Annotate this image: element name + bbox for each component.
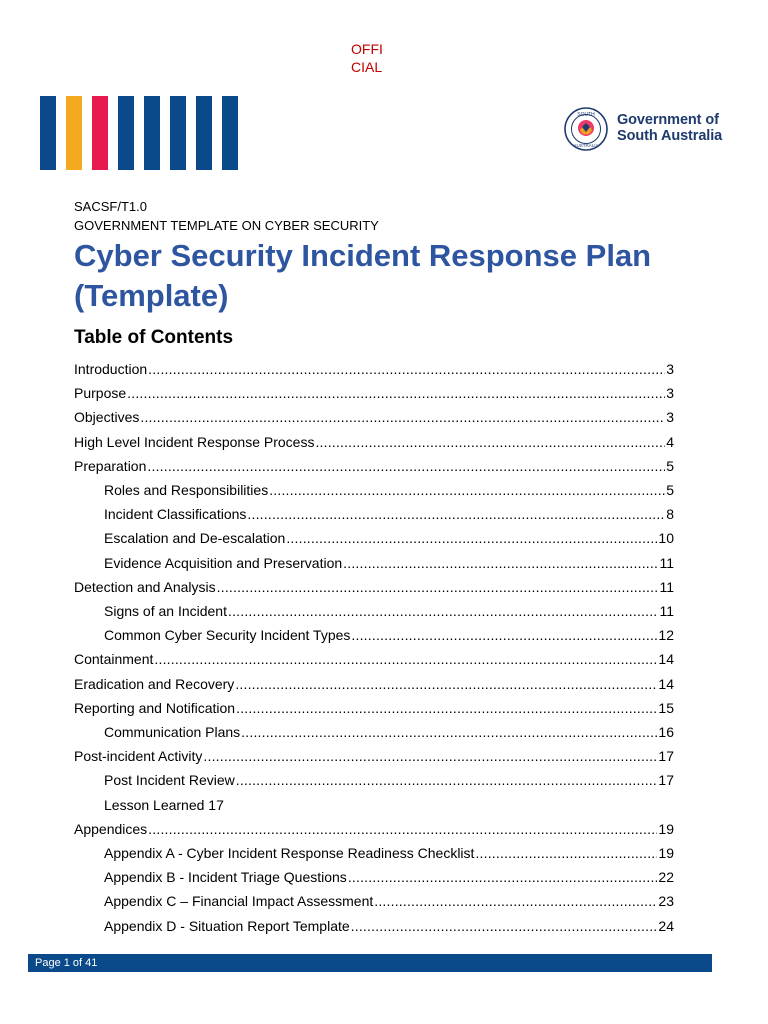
toc-dot-leader [148, 359, 665, 379]
toc-dot-leader [286, 528, 657, 548]
seal-bottom-text: AUSTRALIA [573, 143, 599, 148]
toc-entry-page: 12 [658, 627, 674, 644]
seal-top-text: SOUTH [577, 112, 595, 118]
brand-stripe [170, 96, 186, 170]
toc-entry-title: Preparation [74, 457, 147, 474]
toc-entry-page: 16 [658, 724, 674, 740]
toc-entry-title: Lesson Learned 17 [104, 796, 224, 813]
toc-entry[interactable] [74, 647, 674, 669]
toc-entry[interactable] [74, 817, 674, 839]
toc-entry[interactable] [74, 623, 674, 645]
toc-dot-leader [475, 843, 657, 863]
toc-entry-page: 3 [666, 385, 674, 402]
classification-line-1: OFFI [351, 41, 383, 57]
toc-entry-title: Introduction [74, 361, 148, 377]
toc-dot-leader [235, 674, 657, 694]
toc-dot-leader [269, 480, 665, 500]
toc-entry[interactable] [74, 841, 674, 863]
toc-entry-title: Incident Classifications [104, 506, 247, 523]
toc-heading: Table of Contents [74, 327, 234, 348]
toc-entry[interactable] [74, 720, 674, 742]
toc-entry-page: 11 [659, 603, 674, 619]
toc-entry-title: Purpose [74, 385, 127, 402]
classification-marking [351, 40, 383, 76]
toc-entry-page: 22 [658, 869, 674, 886]
toc-entry-title: Reporting and Notification [74, 699, 236, 716]
toc-dot-leader [247, 504, 665, 524]
classification-line-2: CIAL [351, 59, 383, 75]
document-code: SACSF/T1.0 [74, 199, 147, 214]
toc-entry-page: 5 [666, 457, 674, 474]
toc-dot-leader [148, 819, 657, 839]
toc-entry-title: Appendix D - Situation Report Template [104, 917, 350, 934]
toc-dot-leader [203, 746, 657, 766]
toc-entry-title: Evidence Acquisition and Preservation [104, 554, 343, 571]
toc-entry[interactable] [74, 575, 674, 597]
document-subtitle: GOVERNMENT TEMPLATE ON CYBER SECURITY [74, 218, 379, 233]
toc-dot-leader [343, 553, 658, 573]
toc-entry-title: Objectives [74, 409, 140, 426]
toc-entry[interactable] [74, 526, 674, 548]
toc-entry[interactable] [74, 768, 674, 790]
toc-entry-title: Appendix C – Financial Impact Assessment [104, 893, 374, 910]
toc-entry[interactable] [74, 478, 674, 500]
toc-entry[interactable] [74, 889, 674, 911]
toc-entry-page: 15 [658, 699, 674, 716]
brand-stripe [222, 96, 238, 170]
toc-entry-page: 3 [666, 361, 674, 377]
toc-entry-title: High Level Incident Response Process [74, 433, 315, 450]
toc-entry-page: 24 [658, 917, 674, 934]
toc-dot-leader [374, 891, 657, 911]
toc-dot-leader [154, 649, 657, 669]
toc-entry-title: Post Incident Review [104, 772, 235, 789]
document-title: Cyber Security Incident Response Plan (Template) [74, 238, 652, 313]
toc-entry[interactable] [74, 672, 674, 694]
toc-entry-page: 19 [658, 845, 674, 861]
toc-entry-page: 11 [659, 554, 674, 571]
toc-entry-title: Post-incident Activity [74, 748, 203, 765]
toc-entry-title: Containment [74, 651, 154, 668]
toc-entry-title: Eradication and Recovery [74, 675, 235, 692]
toc-dot-leader [315, 432, 665, 452]
page-number: Page 1 of 41 [35, 957, 98, 969]
toc-entry-page: 11 [659, 578, 674, 595]
toc-entry[interactable] [74, 914, 674, 936]
toc-dot-leader [236, 698, 657, 718]
gov-wordmark-line-2: South Australia [617, 128, 723, 144]
brand-stripe [196, 96, 212, 170]
toc-dot-leader [348, 867, 658, 887]
toc-entry-page: 14 [658, 675, 674, 692]
toc-entry[interactable] [74, 599, 674, 621]
brand-stripe [144, 96, 160, 170]
toc-dot-leader [241, 722, 657, 742]
toc-dot-leader [217, 577, 659, 597]
toc-entry-title: Appendix B - Incident Triage Questions [104, 869, 347, 886]
brand-stripe [92, 96, 108, 170]
government-wordmark [617, 112, 722, 144]
toc-dot-leader [147, 456, 665, 476]
toc-dot-leader [127, 383, 665, 403]
toc-entry-title: Signs of an Incident [104, 603, 227, 619]
toc-dot-leader [228, 601, 658, 621]
toc-dot-leader [351, 625, 657, 645]
toc-entry-page: 8 [666, 506, 674, 523]
toc-entry-title: Appendices [74, 820, 148, 837]
toc-entry[interactable] [74, 430, 674, 452]
toc-entry-page: 17 [658, 772, 674, 789]
toc-entry[interactable] [74, 381, 674, 403]
toc-dot-leader [236, 770, 658, 790]
brand-stripe [118, 96, 134, 170]
toc-dot-leader [351, 916, 658, 936]
toc-entry-title: Appendix A - Cyber Incident Response Readiness Checklist [104, 845, 475, 861]
toc-entry-title: Communication Plans [104, 724, 241, 740]
toc-entry-page: 19 [658, 820, 674, 837]
toc-entry-page: 4 [666, 433, 674, 450]
brand-stripes [40, 96, 242, 170]
toc-entry[interactable] [74, 454, 674, 476]
toc-entry-title: Escalation and De-escalation [104, 530, 286, 547]
toc-entry-title: Detection and Analysis [74, 578, 216, 595]
south-australia-seal-icon [562, 106, 610, 152]
toc-entry[interactable] [74, 551, 674, 573]
toc-entry[interactable] [74, 696, 674, 718]
toc-entry[interactable] [74, 405, 674, 427]
toc-entry-title: Roles and Responsibilities [104, 482, 269, 498]
toc-entry-page: 23 [658, 893, 674, 910]
toc-entry[interactable] [74, 357, 674, 379]
footer-bar [28, 954, 712, 972]
toc-entry-page: 10 [658, 530, 674, 547]
toc-entry[interactable] [74, 865, 674, 887]
toc-entry[interactable] [74, 793, 674, 815]
toc-entry-page: 5 [666, 482, 674, 498]
gov-wordmark-line-1: Government of [617, 112, 719, 128]
government-logo [562, 106, 732, 152]
brand-stripe [40, 96, 56, 170]
brand-stripe [66, 96, 82, 170]
toc-entry-title: Common Cyber Security Incident Types [104, 627, 351, 644]
toc-entry-page: 3 [666, 409, 674, 426]
toc-entry-page: 17 [658, 748, 674, 765]
toc-entry[interactable] [74, 744, 674, 766]
toc-entry-page: 14 [658, 651, 674, 668]
toc-dot-leader [140, 407, 665, 427]
toc-entry[interactable] [74, 502, 674, 524]
